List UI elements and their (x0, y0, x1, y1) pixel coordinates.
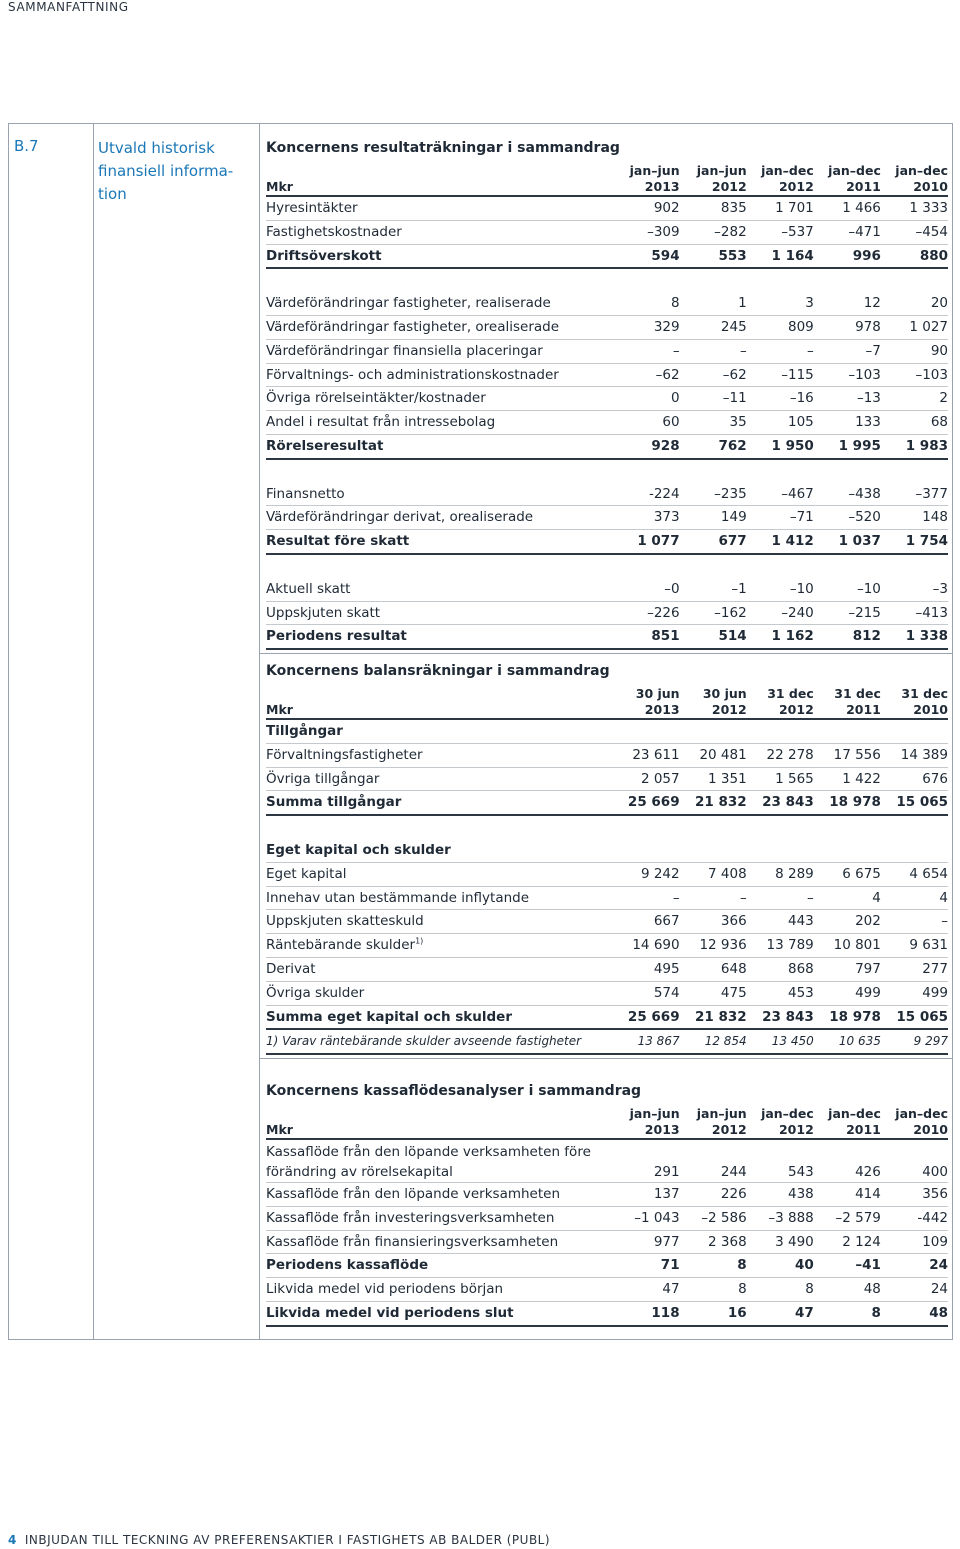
cell-value: 14 690 (613, 934, 680, 958)
row-label: Värdeförändringar fastigheter, realiserade (266, 292, 613, 315)
cell-value: –115 (747, 363, 814, 387)
row-label: Uppskjuten skatt (266, 601, 613, 625)
cell-value: 23 843 (747, 1005, 814, 1029)
cell-value: –0 (613, 578, 680, 601)
table-row-subtotal (266, 530, 948, 554)
column-header: jan–dec 2010 (881, 159, 948, 196)
cell-value: 9 297 (881, 1029, 948, 1054)
cell-value: 148 (881, 506, 948, 530)
page-number: 4 (8, 1533, 17, 1547)
cell-value: -442 (881, 1206, 948, 1230)
cell-value: 20 (881, 292, 948, 315)
table-row-total (266, 1005, 948, 1029)
cell-value: 438 (747, 1183, 814, 1207)
row-label: Periodens resultat (266, 625, 613, 649)
cell-value: 928 (613, 434, 680, 458)
cell-value: –467 (747, 483, 814, 506)
row-label: Uppskjuten skatteskuld (266, 910, 613, 934)
cell-value: 1 338 (881, 625, 948, 649)
footnote-mark: 1) (415, 936, 424, 946)
cell-value: 105 (747, 411, 814, 435)
cell-value: – (613, 339, 680, 363)
footer-text: INBJUDAN TILL TECKNING AV PREFERENSAKTIER I FASTIGHETS AB BALDER (PUBL) (24, 1533, 551, 1547)
cell-value: 1 422 (814, 767, 881, 791)
cell-value: –235 (680, 483, 747, 506)
table-row-total (266, 791, 948, 815)
cell-value: –454 (881, 220, 948, 244)
table-row (266, 387, 948, 411)
cell-value: 291 (613, 1139, 680, 1183)
cell-value: 17 556 (814, 743, 881, 767)
cashflow-title: Koncernens kassaflödesanalyser i sammandrag (266, 1083, 642, 1099)
cell-value: –103 (814, 363, 881, 387)
table-row-heading (266, 719, 948, 743)
cell-value: –7 (814, 339, 881, 363)
column-header: jan–jun 2013 (613, 159, 680, 196)
table-row-total (266, 625, 948, 649)
balance-sheet-title: Koncernens balansräkningar i sammandrag (266, 663, 610, 679)
row-label: Likvida medel vid periodens slut (266, 1301, 613, 1325)
cell-value: –282 (680, 220, 747, 244)
cell-value: 24 (881, 1254, 948, 1278)
cell-value: 1 701 (747, 196, 814, 220)
cell-value: 10 635 (814, 1029, 881, 1054)
cell-value: 868 (747, 957, 814, 981)
cell-value: 978 (814, 315, 881, 339)
cell-value: 18 978 (814, 1005, 881, 1029)
cell-value: 149 (680, 506, 747, 530)
cell-value: 47 (613, 1278, 680, 1302)
table-row (266, 506, 948, 530)
cell-value: 8 (613, 292, 680, 315)
cell-value: –438 (814, 483, 881, 506)
cell-value: 12 (814, 292, 881, 315)
cell-value: -224 (613, 483, 680, 506)
cell-value: 426 (814, 1139, 881, 1183)
unit-label: Mkr (266, 1102, 613, 1139)
column-header: 31 dec 2011 (814, 682, 881, 719)
cell-value: 1 077 (613, 530, 680, 554)
cell-value: 1 565 (747, 767, 814, 791)
cell-value: 18 978 (814, 791, 881, 815)
cell-value: 648 (680, 957, 747, 981)
row-label: Innehav utan bestämmande inflytande (266, 886, 613, 910)
cell-value: –520 (814, 506, 881, 530)
row-label: Förvaltnings- och administrationskostnader (266, 363, 613, 387)
cell-value: 499 (814, 981, 881, 1005)
unit-label: Mkr (266, 159, 613, 196)
row-label: Eget kapital och skulder (266, 839, 948, 862)
table-row-subtotal (266, 434, 948, 458)
row-label: Eget kapital (266, 862, 613, 886)
cell-value: 667 (613, 910, 680, 934)
cell-value: 60 (613, 411, 680, 435)
cell-value: –11 (680, 387, 747, 411)
cell-value: 1 027 (881, 315, 948, 339)
page-footer (8, 1533, 550, 1547)
cell-value: –1 043 (613, 1206, 680, 1230)
cell-value: 499 (881, 981, 948, 1005)
table-row (266, 339, 948, 363)
cell-value: 1 983 (881, 434, 948, 458)
cell-value: –2 586 (680, 1206, 747, 1230)
cell-value: 1 950 (747, 434, 814, 458)
cell-value: 9 242 (613, 862, 680, 886)
cell-value: –240 (747, 601, 814, 625)
cell-value: 373 (613, 506, 680, 530)
cell-value: 880 (881, 244, 948, 268)
cell-value: 118 (613, 1301, 680, 1325)
row-label: Derivat (266, 957, 613, 981)
cell-value: 90 (881, 339, 948, 363)
table-row (266, 1278, 948, 1302)
cell-value: –377 (881, 483, 948, 506)
table-row (266, 1139, 948, 1183)
row-label: Summa eget kapital och skulder (266, 1005, 613, 1029)
column-header: jan–jun 2012 (680, 1102, 747, 1139)
table-row (266, 934, 948, 958)
cell-value: 25 669 (613, 1005, 680, 1029)
cell-value: 1 164 (747, 244, 814, 268)
cell-value: 24 (881, 1278, 948, 1302)
cell-value: 851 (613, 625, 680, 649)
cell-value: 68 (881, 411, 948, 435)
page-header-label: SAMMANFATTNING (8, 0, 129, 14)
cell-value: 35 (680, 411, 747, 435)
cell-value: 14 389 (881, 743, 948, 767)
cell-value: 48 (881, 1301, 948, 1325)
row-label: Tillgångar (266, 719, 948, 743)
cell-value: 6 675 (814, 862, 881, 886)
table-row-subtotal (266, 244, 948, 268)
cell-value: –309 (613, 220, 680, 244)
cell-value: 414 (814, 1183, 881, 1207)
table-row (266, 862, 948, 886)
row-label: Förvaltningsfastigheter (266, 743, 613, 767)
cell-value: 202 (814, 910, 881, 934)
column-header: 31 dec 2012 (747, 682, 814, 719)
cell-value: 25 669 (613, 791, 680, 815)
cell-value: 2 (881, 387, 948, 411)
column-header: 31 dec 2010 (881, 682, 948, 719)
cell-value: 15 065 (881, 1005, 948, 1029)
column-header: jan–dec 2012 (747, 1102, 814, 1139)
cell-value: 797 (814, 957, 881, 981)
cell-value: 2 368 (680, 1230, 747, 1254)
cell-value: 996 (814, 244, 881, 268)
column-header: 30 jun 2013 (613, 682, 680, 719)
spacer-row (266, 554, 948, 578)
row-label: Kassaflöde från finansieringsverksamheten (266, 1230, 613, 1254)
cell-value: 812 (814, 625, 881, 649)
cell-value: 8 (814, 1301, 881, 1325)
cell-value: –16 (747, 387, 814, 411)
table-row (266, 292, 948, 315)
cell-value: 356 (881, 1183, 948, 1207)
cell-value: 8 (747, 1278, 814, 1302)
row-label: Övriga rörelseintäkter/kostnader (266, 387, 613, 411)
cell-value: – (613, 886, 680, 910)
cell-value: 8 289 (747, 862, 814, 886)
cell-value: 4 (814, 886, 881, 910)
cell-value: –215 (814, 601, 881, 625)
column-header: jan–dec 2011 (814, 1102, 881, 1139)
cell-value: 40 (747, 1254, 814, 1278)
row-label: Periodens kassaflöde (266, 1254, 613, 1278)
cell-value: 20 481 (680, 743, 747, 767)
table-header-row (266, 159, 948, 196)
section-title: Utvald historisk finansiell informa- tion (98, 139, 234, 203)
cell-value: 109 (881, 1230, 948, 1254)
cell-value: 23 611 (613, 743, 680, 767)
table-row (266, 743, 948, 767)
income-statement-block (266, 137, 948, 650)
table-row (266, 886, 948, 910)
cell-value: 8 (680, 1278, 747, 1302)
balance-sheet-block (266, 660, 948, 1055)
cell-value: 594 (613, 244, 680, 268)
table-row (266, 315, 948, 339)
cell-value: –103 (881, 363, 948, 387)
row-label: Rörelseresultat (266, 434, 613, 458)
cell-value: 677 (680, 530, 747, 554)
section-id: B.7 (14, 137, 39, 155)
cell-value: 4 654 (881, 862, 948, 886)
column-header: jan–dec 2011 (814, 159, 881, 196)
table-row (266, 220, 948, 244)
table-row (266, 1206, 948, 1230)
table-row (266, 1230, 948, 1254)
row-label: Fastighetskostnader (266, 220, 613, 244)
cell-value: 1 995 (814, 434, 881, 458)
cell-value: 762 (680, 434, 747, 458)
cell-value: 12 936 (680, 934, 747, 958)
income-statement-title: Koncernens resultaträkningar i sammandrag (266, 140, 620, 156)
cell-value: 574 (613, 981, 680, 1005)
cell-value: 12 854 (680, 1029, 747, 1054)
cell-value: –10 (814, 578, 881, 601)
spacer-row (266, 268, 948, 292)
cell-value: 475 (680, 981, 747, 1005)
cell-value: –162 (680, 601, 747, 625)
table-header-row (266, 682, 948, 719)
row-label: Finansnetto (266, 483, 613, 506)
cell-value: – (680, 339, 747, 363)
table-row (266, 483, 948, 506)
cashflow-block (266, 1080, 948, 1327)
cell-value: 543 (747, 1139, 814, 1183)
row-label: Resultat före skatt (266, 530, 613, 554)
cell-value: –62 (680, 363, 747, 387)
cell-value: 4 (881, 886, 948, 910)
table-row (266, 196, 948, 220)
row-label: Hyresintäkter (266, 196, 613, 220)
cell-value: 1 162 (747, 625, 814, 649)
cell-value: 13 867 (613, 1029, 680, 1054)
column-header: 30 jun 2012 (680, 682, 747, 719)
cell-value: 366 (680, 910, 747, 934)
cell-value: 244 (680, 1139, 747, 1183)
cell-value: –226 (613, 601, 680, 625)
cell-value: 1 037 (814, 530, 881, 554)
section-divider-2 (259, 1058, 952, 1059)
cell-value: 1 754 (881, 530, 948, 554)
cell-value: 514 (680, 625, 747, 649)
table-row (266, 411, 948, 435)
cell-value: 902 (613, 196, 680, 220)
cell-value: 977 (613, 1230, 680, 1254)
row-label: 1) Varav räntebärande skulder avseende fastigheter (266, 1029, 613, 1054)
spacer-row (266, 459, 948, 483)
row-label: Andel i resultat från intressebolag (266, 411, 613, 435)
cell-value: 2 057 (613, 767, 680, 791)
row-label: Summa tillgångar (266, 791, 613, 815)
cell-value: 137 (613, 1183, 680, 1207)
column-divider-1 (93, 124, 94, 1339)
row-label: Värdeförändringar fastigheter, orealiserade (266, 315, 613, 339)
table-row (266, 767, 948, 791)
table-row-subtotal (266, 1254, 948, 1278)
row-label: Kassaflöde från den löpande verksamheten (266, 1183, 613, 1207)
cell-value: 443 (747, 910, 814, 934)
cell-value: –3 888 (747, 1206, 814, 1230)
table-row-heading (266, 839, 948, 862)
cell-value: 277 (881, 957, 948, 981)
column-header: jan–jun 2013 (613, 1102, 680, 1139)
cell-value: 1 412 (747, 530, 814, 554)
cell-value: 553 (680, 244, 747, 268)
row-label: Likvida medel vid periodens början (266, 1278, 613, 1302)
cell-value: – (881, 910, 948, 934)
cell-value: 676 (881, 767, 948, 791)
cell-value: 8 (680, 1254, 747, 1278)
cell-value: –2 579 (814, 1206, 881, 1230)
cell-value: –1 (680, 578, 747, 601)
cell-value: 835 (680, 196, 747, 220)
column-header: jan–jun 2012 (680, 159, 747, 196)
cell-value: 21 832 (680, 1005, 747, 1029)
cell-value: 1 333 (881, 196, 948, 220)
cell-value: –471 (814, 220, 881, 244)
table-row (266, 578, 948, 601)
cell-value: 23 843 (747, 791, 814, 815)
cell-value: 71 (613, 1254, 680, 1278)
row-label: Värdeförändringar finansiella placeringar (266, 339, 613, 363)
cell-value: 133 (814, 411, 881, 435)
row-label: Kassaflöde från investeringsverksamheten (266, 1206, 613, 1230)
cell-value: 2 124 (814, 1230, 881, 1254)
cell-value: 48 (814, 1278, 881, 1302)
table-row (266, 363, 948, 387)
row-label: Räntebärande skulder$^{1)}$ (266, 934, 613, 958)
cell-value: 245 (680, 315, 747, 339)
row-label: Aktuell skatt (266, 578, 613, 601)
cell-value: 13 450 (747, 1029, 814, 1054)
cell-value: 329 (613, 315, 680, 339)
row-label: Övriga tillgångar (266, 767, 613, 791)
income-statement-table (266, 159, 948, 650)
cell-value: 3 (747, 292, 814, 315)
cell-value: 226 (680, 1183, 747, 1207)
cell-value: 22 278 (747, 743, 814, 767)
table-row-total (266, 1301, 948, 1325)
cell-value: –10 (747, 578, 814, 601)
cell-value: 495 (613, 957, 680, 981)
cell-value: –62 (613, 363, 680, 387)
cell-value: –3 (881, 578, 948, 601)
row-label: Driftsöverskott (266, 244, 613, 268)
column-divider-2 (259, 124, 260, 1339)
cashflow-table (266, 1102, 948, 1327)
cell-value: 1 351 (680, 767, 747, 791)
cell-value: 15 065 (881, 791, 948, 815)
cell-value: 400 (881, 1139, 948, 1183)
cell-value: –41 (814, 1254, 881, 1278)
row-label: Värdeförändringar derivat, orealiserade (266, 506, 613, 530)
cell-value: 13 789 (747, 934, 814, 958)
spacer-row (266, 815, 948, 839)
cell-value: 1 466 (814, 196, 881, 220)
table-header-row (266, 1102, 948, 1139)
table-row (266, 981, 948, 1005)
column-header: jan–dec 2010 (881, 1102, 948, 1139)
unit-label: Mkr (266, 682, 613, 719)
cell-value: 47 (747, 1301, 814, 1325)
cell-value: 21 832 (680, 791, 747, 815)
cell-value: 7 408 (680, 862, 747, 886)
table-row (266, 957, 948, 981)
cell-value: 10 801 (814, 934, 881, 958)
cell-value: 453 (747, 981, 814, 1005)
table-row-footnote (266, 1029, 948, 1054)
cell-value: –71 (747, 506, 814, 530)
cell-value: 16 (680, 1301, 747, 1325)
balance-sheet-table (266, 682, 948, 1055)
table-row (266, 1183, 948, 1207)
cell-value: 9 631 (881, 934, 948, 958)
table-row (266, 910, 948, 934)
column-header: jan–dec 2012 (747, 159, 814, 196)
cell-value: – (680, 886, 747, 910)
cell-value: – (747, 886, 814, 910)
cell-value: –13 (814, 387, 881, 411)
cell-value: – (747, 339, 814, 363)
cell-value: 3 490 (747, 1230, 814, 1254)
cell-value: 1 (680, 292, 747, 315)
cell-value: 809 (747, 315, 814, 339)
cell-value: –537 (747, 220, 814, 244)
section-divider-1 (259, 653, 952, 654)
row-label: Övriga skulder (266, 981, 613, 1005)
row-label: Kassaflöde från den löpande verksamheten före förändring av rörelsekapital (266, 1139, 613, 1183)
cell-value: –413 (881, 601, 948, 625)
cell-value: 0 (613, 387, 680, 411)
table-row (266, 601, 948, 625)
